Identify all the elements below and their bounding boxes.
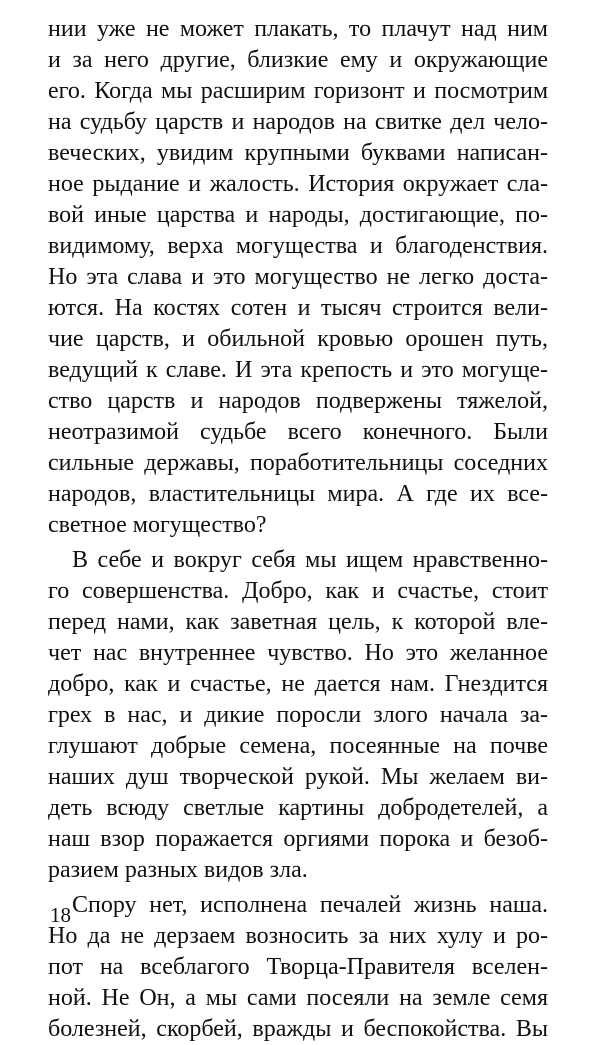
paragraph-2 bbox=[48, 545, 548, 886]
paragraph-3 bbox=[48, 890, 548, 1045]
text-line: народов, властительницы мира. А где их все- bbox=[48, 481, 548, 507]
text-line: наш взор поражается оргиями порока и безоб- bbox=[48, 826, 548, 852]
text-line: сильные державы, поработительницы соседних bbox=[48, 450, 548, 476]
text-line: видимому, верха могущества и благоденствия. bbox=[48, 233, 548, 259]
text-line: вой иные царства и народы, достигающие, по- bbox=[48, 202, 548, 228]
text-line: наших душ творческой рукой. Мы желаем ви- bbox=[48, 764, 548, 790]
text-line: Но да не дерзаем возносить за них хулу и ро- bbox=[48, 923, 548, 949]
text-line: нии уже не может плакать, то плачут над ним bbox=[48, 16, 548, 42]
page-body bbox=[48, 14, 548, 1045]
text-line: на судьбу царств и народов на свитке дел чело- bbox=[48, 109, 548, 135]
text-line: болезней, скорбей, вражды и беспокойства. Вы bbox=[48, 1016, 548, 1042]
text-line: разием разных видов зла. bbox=[48, 857, 308, 883]
text-line: и за него другие, близкие ему и окружающие bbox=[48, 47, 548, 73]
text-line: ной. Не Он, а мы сами посеяли на земле семя bbox=[48, 985, 548, 1011]
text-line: чие царств, и обильной кровью орошен путь, bbox=[48, 326, 548, 352]
text-line: Но эта слава и это могущество не легко доста- bbox=[48, 264, 548, 290]
page-number: 18 bbox=[50, 903, 71, 927]
text-line: грех в нас, и дикие поросли злого начала за- bbox=[48, 702, 548, 728]
text-line: добро, как и счастье, не дается нам. Гнездится bbox=[48, 671, 548, 697]
paragraph-1 bbox=[48, 14, 548, 541]
text-line: чет нас внутреннее чувство. Но это желанное bbox=[48, 640, 548, 666]
text-line: ются. На костях сотен и тысяч строится вели- bbox=[48, 295, 548, 321]
text-line: го совершенства. Добро, как и счастье, стоит bbox=[48, 578, 548, 604]
text-line: неотразимой судьбе всего конечного. Были bbox=[48, 419, 548, 445]
text-line: веческих, увидим крупными буквами написан- bbox=[48, 140, 548, 166]
text-line: светное могущество? bbox=[48, 512, 267, 538]
text-line: глушают добрые семена, посеянные на почве bbox=[48, 733, 548, 759]
text-line: деть всюду светлые картины добродетелей, а bbox=[48, 795, 548, 821]
text-line: В себе и вокруг себя мы ищем нравственно- bbox=[72, 547, 548, 573]
text-line: ведущий к славе. И эта крепость и это могуще- bbox=[48, 357, 548, 383]
text-line: ное рыдание и жалость. История окружает сла- bbox=[48, 171, 548, 197]
text-line: пот на всеблагого Творца-Правителя вселен- bbox=[48, 954, 548, 980]
text-line: его. Когда мы расширим горизонт и посмотрим bbox=[48, 78, 548, 104]
text-line: Спору нет, исполнена печалей жизнь наша. bbox=[72, 892, 548, 918]
text-line: ство царств и народов подвержены тяжелой, bbox=[48, 388, 548, 414]
text-line: перед нами, как заветная цель, к которой вле- bbox=[48, 609, 548, 635]
